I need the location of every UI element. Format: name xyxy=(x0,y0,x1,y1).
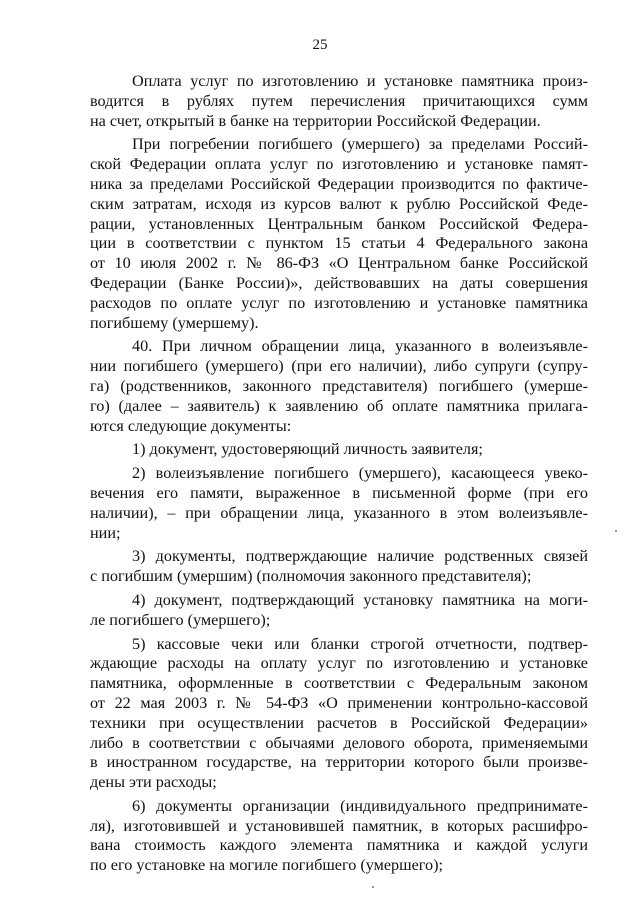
text-line: ской Федерации оплата услуг по изготовлению и установке памят- xyxy=(90,155,588,174)
text-line: ждающие расходы на оплату услуг по изготовлению и установке xyxy=(90,654,588,673)
text-line: техники при осуществлении расчетов в Российской Федерации» xyxy=(90,713,588,732)
text-line: 40. При личном обращении лица, указанного в волеизъявле- xyxy=(132,337,588,356)
list-item-monument-installation-document xyxy=(90,591,588,631)
text-line: 6) документы организации (индивидуального предпринимате- xyxy=(132,796,588,815)
text-line: 5) кассовые чеки или бланки строгой отчетности, подтвер- xyxy=(132,634,588,653)
text-line: 3) документы, подтверждающие наличие родственных связей xyxy=(132,547,588,566)
text-line: ским затратам, исходя из курсов валют к рублю Российской Феде- xyxy=(90,194,588,213)
text-line: вана стоимость каждого элемента памятника и каждой услуги xyxy=(90,836,588,855)
page-number: 25 xyxy=(312,37,328,53)
text-line: наличии), – при обращении лица, указанного в этом волеизъявле- xyxy=(90,503,588,522)
text-line: ции в соответствии с пунктом 15 статьи 4 Федерального закона xyxy=(90,234,588,253)
text-line: расходов по оплате услуг по изготовлению и установке памятника xyxy=(90,293,588,312)
text-line: погибшему (умершему). xyxy=(90,313,259,332)
text-line: от 10 июля 2002 г. № 86-ФЗ «О Центральном банке Российской xyxy=(90,254,588,273)
paragraph-payment-method xyxy=(90,72,588,131)
text-line: га) (родственников, законного представителя) погибшего (умерше- xyxy=(90,376,588,395)
text-line: в иностранном государстве, на территории которого были произве- xyxy=(90,753,588,772)
list-item-kinship-documents xyxy=(90,547,588,587)
list-item-organization-documents xyxy=(90,797,588,876)
text-line: ля), изготовившей и установившей памятник, в которых расшифро- xyxy=(90,816,588,835)
text-line: памятника, оформленные в соответствии с Федеральным законом xyxy=(90,674,588,693)
text-line: водится в рублях путем перечисления причитающихся сумм xyxy=(90,91,588,110)
text-line: нии погибшего (умершего) (при его наличии), либо супруги (супру- xyxy=(90,357,588,376)
text-line: 4) документ, подтверждающий установку памятника на моги- xyxy=(132,590,588,609)
text-line: Оплата услуг по изготовлению и установке памятника произ- xyxy=(132,72,588,90)
text-line: Федерации (Банке России)», действовавших на даты совершения xyxy=(90,273,588,292)
paragraph-burial-abroad xyxy=(90,135,588,333)
text-line: по его установке на могиле погибшего (умершего); xyxy=(90,856,444,875)
text-line: с погибшим (умершим) (полномочия законного представителя); xyxy=(90,567,532,586)
text-line: рации, установленных Центральным банком Российской Федера- xyxy=(90,214,588,233)
text-line: на счет, открытый в банке на территории Российской Федерации. xyxy=(90,111,541,130)
text-line: При погребении погибшего (умершего) за пределами Россий- xyxy=(132,135,588,154)
list-item-receipts xyxy=(90,635,588,793)
list-item-identity-document xyxy=(90,440,588,460)
scan-speck xyxy=(372,886,374,888)
text-line: дены эти расходы; xyxy=(90,773,217,792)
text-line: ются следующие документы: xyxy=(90,416,292,435)
text-line: ле погибшего (умершего); xyxy=(90,610,271,629)
text-line: вечения его памяти, выраженное в письменной форме (при его xyxy=(90,483,588,502)
list-item-will-of-deceased xyxy=(90,464,588,543)
paragraph-40-personal-application xyxy=(90,337,588,436)
text-line: от 22 мая 2003 г. № 54-ФЗ «О применении контрольно-кассовой xyxy=(90,693,588,712)
text-line: го) (далее – заявитель) к заявлению об оплате памятника прилага- xyxy=(90,396,588,415)
text-line: 1) документ, удостоверяющий личность заявителя; xyxy=(132,440,483,459)
scan-speck xyxy=(615,530,617,532)
document-body xyxy=(90,72,588,876)
text-line: ника за пределами Российской Федерации производится по фактиче- xyxy=(90,174,588,193)
text-line: нии; xyxy=(90,523,121,542)
text-line: либо в соответствии с обычаями делового оборота, применяемыми xyxy=(90,733,588,752)
text-line: 2) волеизъявление погибшего (умершего), касающееся увеко- xyxy=(132,464,588,483)
